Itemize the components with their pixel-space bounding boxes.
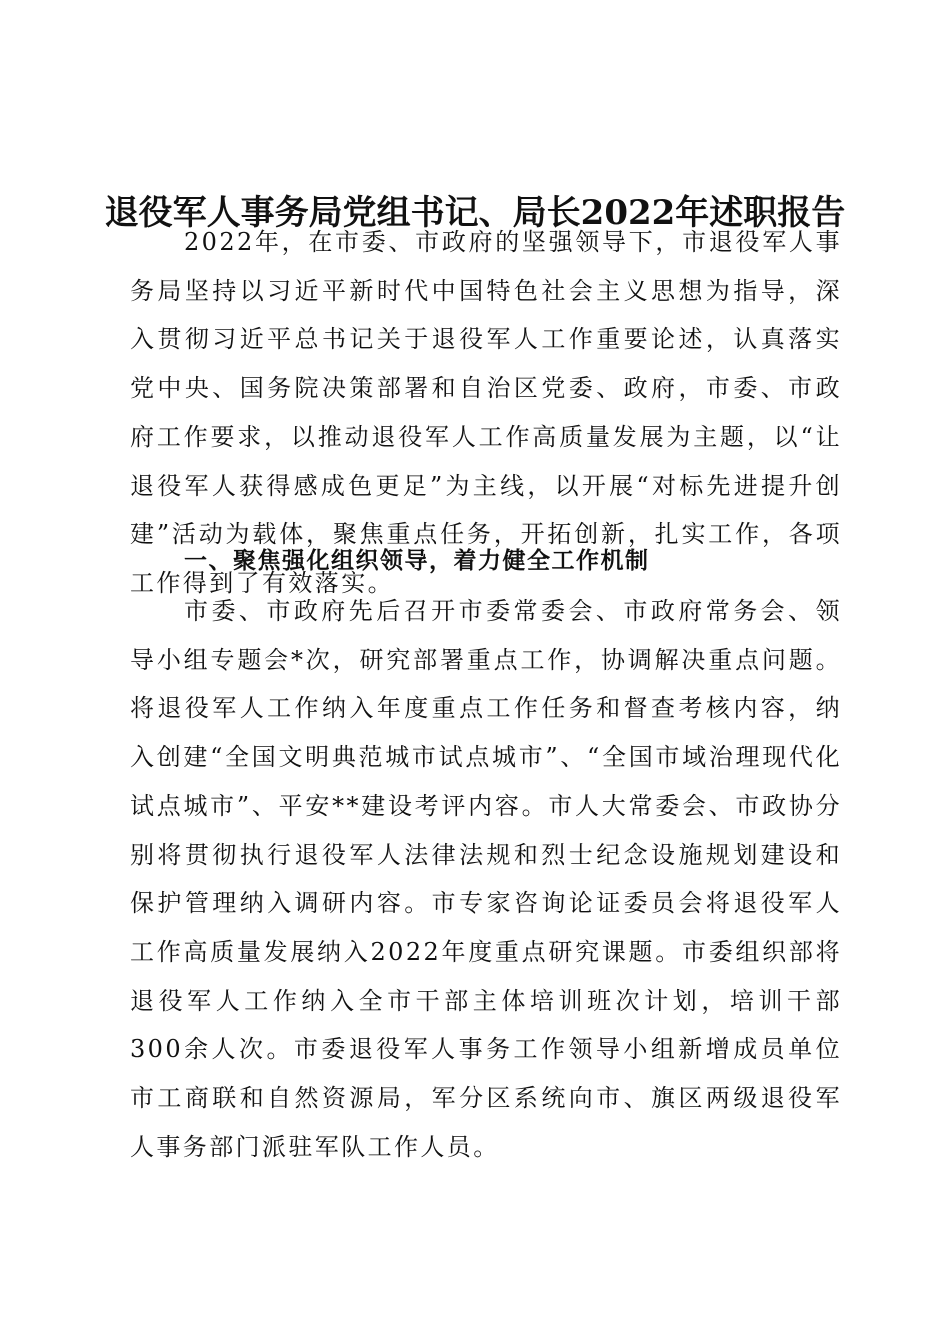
intro-paragraph: 2022年，在市委、市政府的坚强领导下，市退役军人事务局坚持以习近平新时代中国特色社会主义思想为指导，深入贯彻习近平总书记关于退役军人工作重要论述，认真落实党中央、国务院决策部署和自治区党委、政府，市委、市政府工作要求，以推动退役军人工作高质量发展为主题，以“让退役军人获得感成色更足”为主线，以开展“对标先进提升创建”活动为载体，聚焦重点任务，开拓创新，扎实工作，各项工作得到了有效落实。 — [130, 228, 842, 597]
section-heading-1: 一、聚焦强化组织领导，着力健全工作机制 — [184, 548, 650, 574]
section-1-paragraph: 市委、市政府先后召开市委常委会、市政府常务会、领导小组专题会*次，研究部署重点工作，协调解决重点问题。将退役军人工作纳入年度重点工作任务和督查考核内容，纳入创建“全国文明典范城市试点城市”、“全国市域治理现代化试点城市”、平安**建设考评内容。市人大常委会、市政协分别将贯彻执行退役军人法律法规和烈士纪念设施规划建设和保护管理纳入调研内容。市专家咨询论证委员会将退役军人工作高质量发展纳入2022年度重点研究课题。市委组织部将退役军人工作纳入全市干部主体培训班次计划，培训干部300余人次。市委退役军人事务工作领导小组新增成员单位市工商联和自然资源局，军分区系统向市、旗区两级退役军人事务部门派驻军队工作人员。 — [130, 597, 842, 1161]
document-title: 退役军人事务局党组书记、局长2022年述职报告 — [104, 192, 846, 233]
